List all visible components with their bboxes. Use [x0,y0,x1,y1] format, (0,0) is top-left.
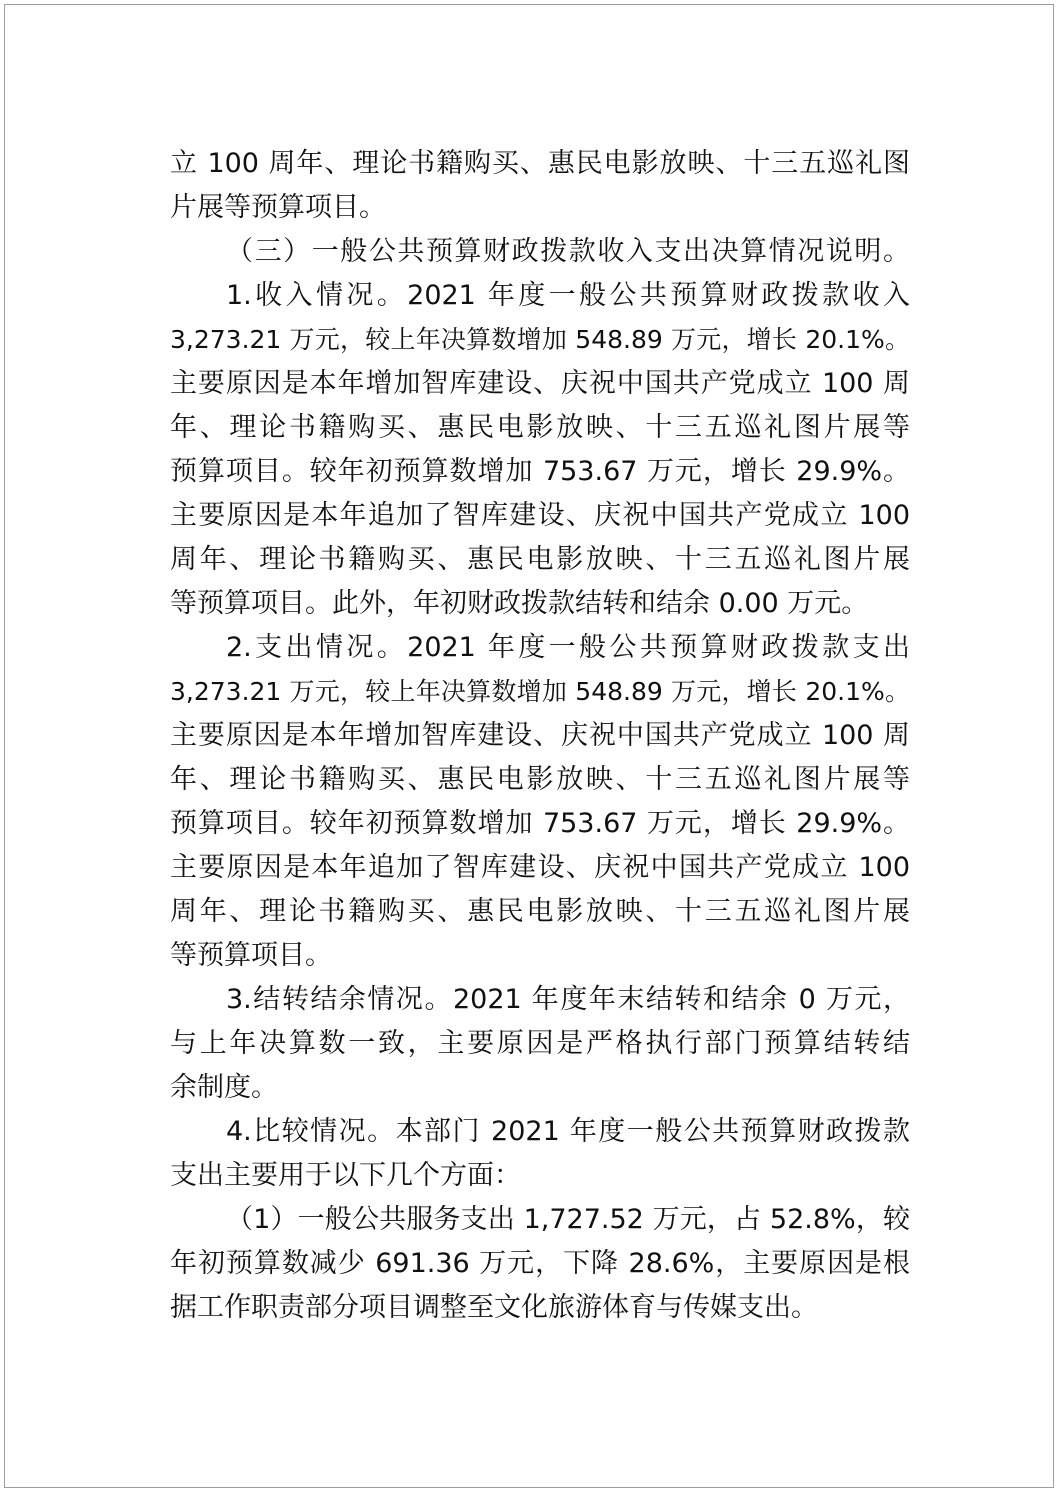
text-line: 年初预算数减少 691.36 万元，下降 28.6%，主要原因是根 [170,1248,910,1279]
document-page [4,4,1054,1488]
text-line: 预算项目。较年初预算数增加 753.67 万元，增长 29.9%。 [170,456,910,487]
text-line: 3.结转结余情况。2021 年度年末结转和结余 0 万元， [226,984,910,1015]
text-line: 片展等预算项目。 [170,192,386,223]
text-line: 与上年决算数一致，主要原因是严格执行部门预算结转结 [170,1028,910,1059]
text-line: 3,273.21 万元，较上年决算数增加 548.89 万元，增长 20.1%。 [170,325,910,354]
text-line: 等预算项目。此外，年初财政拨款结转和结余 0.00 万元。 [170,588,869,619]
text-line: 2.支出情况。2021 年度一般公共预算财政拨款支出 [226,632,910,663]
text-line: （1）一般公共服务支出 1,727.52 万元，占 52.8%，较 [226,1204,910,1235]
text-line: 据工作职责部分项目调整至文化旅游体育与传媒支出。 [170,1292,818,1323]
text-line: 立 100 周年、理论书籍购买、惠民电影放映、十三五巡礼图 [170,148,910,179]
text-line: 周年、理论书籍购买、惠民电影放映、十三五巡礼图片展 [170,896,910,927]
text-line: 主要原因是本年追加了智库建设、庆祝中国共产党成立 100 [170,500,910,531]
text-line: 年、理论书籍购买、惠民电影放映、十三五巡礼图片展等 [170,764,910,795]
text-line: 4.比较情况。本部门 2021 年度一般公共预算财政拨款 [226,1116,910,1147]
text-line: 等预算项目。 [170,940,332,971]
text-line: 周年、理论书籍购买、惠民电影放映、十三五巡礼图片展 [170,544,910,575]
text-line: 主要原因是本年增加智库建设、庆祝中国共产党成立 100 周 [170,720,910,751]
text-line: 年、理论书籍购买、惠民电影放映、十三五巡礼图片展等 [170,412,910,443]
body-text [170,142,910,1330]
text-line: 预算项目。较年初预算数增加 753.67 万元，增长 29.9%。 [170,808,910,839]
text-line: 1.收入情况。2021 年度一般公共预算财政拨款收入 [226,280,910,311]
text-line: 主要原因是本年增加智库建设、庆祝中国共产党成立 100 周 [170,368,910,399]
text-line: 3,273.21 万元，较上年决算数增加 548.89 万元，增长 20.1%。 [170,677,910,706]
text-line: 支出主要用于以下几个方面： [170,1160,521,1191]
text-line: 余制度。 [170,1072,278,1103]
section-heading: （三）一般公共预算财政拨款收入支出决算情况说明。 [226,236,910,267]
text-line: 主要原因是本年追加了智库建设、庆祝中国共产党成立 100 [170,852,910,883]
